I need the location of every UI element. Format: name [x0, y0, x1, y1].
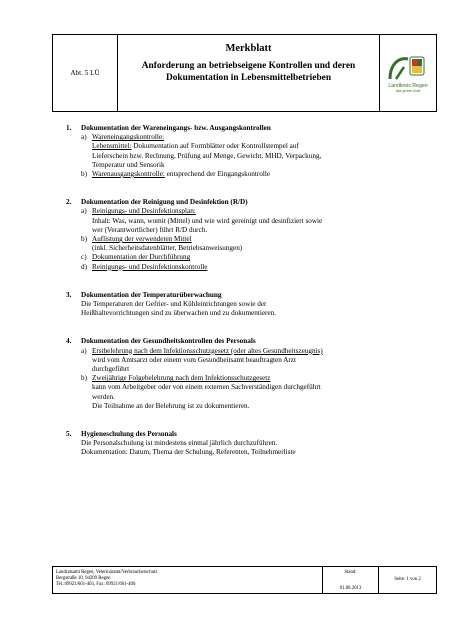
detail-line: Die Teilnahme an der Belehrung ist zu dokumentieren. [92, 401, 250, 410]
item-title: Reinigungs- und Desinfektionskontrolle [92, 262, 208, 271]
title-cell [118, 35, 380, 111]
list-item [81, 347, 436, 356]
section-5 [66, 430, 436, 458]
section-4 [66, 337, 436, 411]
detail-line: Lieferschein bzw. Rechnung, Prüfung auf Menge, Gewicht, MHD, Verpackung, [92, 151, 322, 160]
footer-office: Landratsamt Regen, Veterinäramt/Verbraucherschutz [56, 570, 158, 575]
section-title: Hygieneschulung des Personals [81, 430, 177, 439]
page-number: Seite: 1 von 2 [394, 576, 421, 582]
detail-keyword: Lebensmittel: [92, 142, 132, 151]
detail-line: kann vom Arbeitgeber oder von einem externen Sachverständigen durchgeführt [92, 383, 321, 392]
list-item [81, 253, 436, 262]
section-title: Dokumentation der Reinigung und Desinfektion (R/D) [81, 198, 248, 207]
footer-table [52, 566, 437, 594]
item-label: d) [81, 262, 87, 271]
list-item [81, 235, 436, 244]
list-item [81, 207, 436, 216]
document-body [66, 124, 436, 477]
section-heading [66, 124, 436, 133]
section-number: 2. [66, 198, 72, 207]
list-item [81, 170, 436, 179]
item-title: Erstbelehrung nach dem Infektionsschutzgesetz (oder altes Gesundheitszeugnis) [92, 346, 323, 355]
item-detail [81, 142, 436, 170]
item-detail [81, 217, 436, 235]
detail-line: durchgeführt [92, 365, 130, 374]
item-label: b) [81, 170, 87, 179]
item-title: Reinigungs- und Desinfektionsplan: [92, 207, 196, 216]
detail-line: Temperatur und Sensorik [92, 160, 165, 169]
department-cell [53, 35, 118, 111]
footer-address: Bergstraße 10, 94209 Regen [56, 576, 111, 582]
item-title: Auflistung der verwendeten Mittel [92, 235, 192, 244]
item-label: b) [81, 235, 87, 244]
body-line: Die Personalschulung ist mindestens einmal jährlich durchzuführen. [81, 439, 278, 448]
footer-phone: Tel.:09921/601-403, Fax: 09921/601-400 [56, 582, 136, 588]
body-line: Dokumentation: Datum, Thema der Schulung, Referenten, Teilnehmerliste [81, 448, 296, 457]
logo-slogan: das grüne Gold [395, 89, 421, 93]
detail-line: (inkl. Sicherheitsdatenblätter, Betriebsanweisungen) [92, 244, 243, 253]
section-title: Dokumentation der Wareneingangs- bzw. Ausgangskontrollen [81, 124, 271, 132]
item-label: a) [81, 207, 87, 216]
item-title: Dokumentation der Durchführung [92, 253, 191, 262]
section-number: 1. [66, 124, 72, 132]
detail-line: wer (Verantwortlicher) führt R/D durch. [92, 225, 208, 234]
stand-label: Stand: [344, 570, 357, 575]
section-heading [66, 198, 436, 207]
section-body [66, 300, 436, 318]
list-item [81, 263, 436, 272]
section-heading [66, 337, 436, 346]
section-number: 5. [66, 430, 72, 439]
section-number: 3. [66, 290, 72, 299]
item-detail [81, 383, 436, 411]
stand-date: 01.08.2013 [339, 585, 362, 591]
subtitle-line-2: Dokumentation in Lebensmittelbetrieben [165, 73, 332, 83]
landkreis-logo-icon [386, 53, 430, 83]
item-label: a) [81, 133, 87, 142]
footer-stand-cell [323, 567, 379, 593]
logo-cell [380, 35, 436, 111]
item-title: Zweijährige Folgebelehrung nach dem Infektionsschutzgesetz [92, 374, 271, 383]
footer-page-cell [379, 567, 436, 593]
list-item [81, 374, 436, 383]
body-line: Die Temperaturen der Gefrier- und Kühleinrichtungen sowie der [81, 300, 267, 309]
section-heading [66, 291, 436, 300]
logo-text: Landkreis Regen [388, 83, 428, 89]
item-title: Warenausgangskontrolle: [92, 170, 165, 179]
section-title: Dokumentation der Temperaturüberwachung [81, 290, 222, 299]
item-label: b) [81, 374, 87, 383]
footer-address-cell [53, 567, 323, 593]
detail-line: wird vom Amtsarzt oder einem vom Gesundheitsamt beauftragten Arzt [92, 355, 296, 364]
section-2 [66, 198, 436, 272]
subtitle-line-1: Anforderung an betriebseigene Kontrollen und deren [141, 61, 356, 71]
item-detail [81, 356, 436, 374]
detail-text: Dokumentation auf Formblätter oder Kontrollstempel auf [131, 142, 299, 151]
item-title: Wareneingangskontrolle: [92, 133, 165, 142]
section-body [66, 439, 436, 457]
body-line: Heißhaltevorrichtungen sind zu überwachen und zu dokumentieren. [81, 309, 276, 318]
section-1 [66, 124, 436, 179]
detail-line: Inhalt: Was, wann, womit (Mittel) und wie wird gereinigt und desinfiziert sowie [92, 216, 323, 225]
department-label: Abt. 5 LÜ [70, 69, 100, 77]
section-3 [66, 291, 436, 319]
item-detail [81, 244, 436, 253]
list-item [81, 133, 436, 142]
section-number: 4. [66, 337, 72, 346]
item-label: a) [81, 346, 87, 355]
section-heading [66, 430, 436, 439]
document-subtitle [142, 60, 355, 84]
section-title: Dokumentation der Gesundheitskontrollen des Personals [81, 337, 256, 346]
document-title: Merkblatt [225, 43, 272, 54]
item-label: c) [81, 253, 87, 262]
header-table [52, 34, 437, 112]
item-text: entsprechend der Eingangskontrolle [164, 170, 271, 179]
detail-line: werden. [92, 392, 115, 401]
